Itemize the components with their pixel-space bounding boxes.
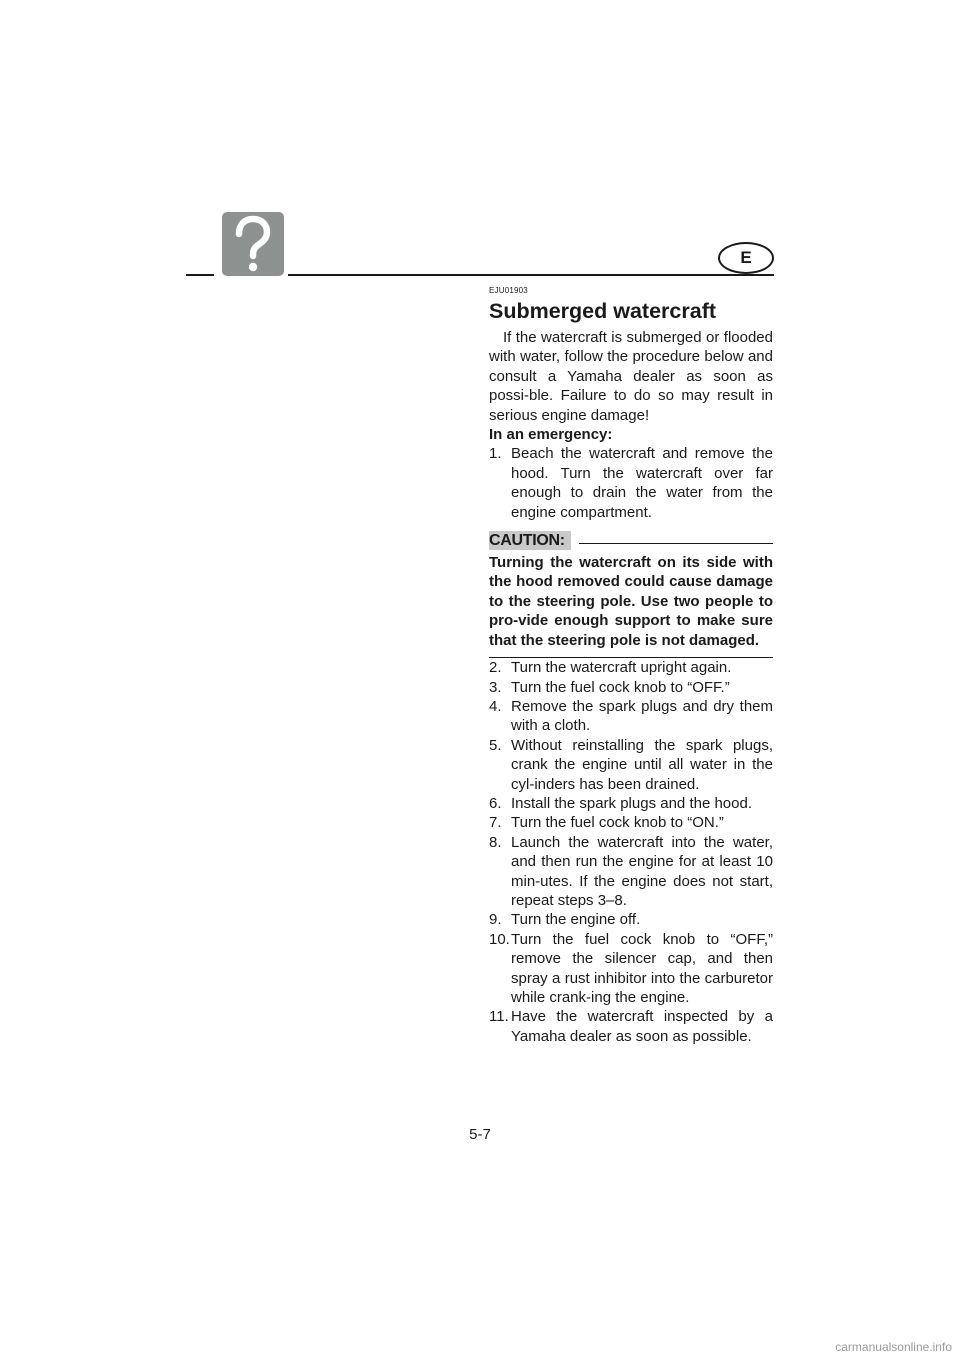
emergency-subheading: In an emergency: (489, 426, 613, 444)
list-item (489, 910, 773, 929)
watermark: carmanualsonline.info (835, 1340, 952, 1354)
language-badge: E (718, 242, 774, 274)
page-number: 5-7 (469, 1126, 491, 1143)
step-text: Remove the spark plugs and dry them with a cloth. (511, 697, 773, 735)
step-number: 11. (489, 1008, 509, 1026)
step-number: 7. (489, 814, 502, 832)
step-text: Turn the fuel cock knob to “OFF.” (511, 678, 730, 696)
step-number: 9. (489, 911, 502, 929)
caution-rule (579, 543, 773, 544)
caution-label: CAUTION: (489, 531, 571, 550)
step-number: 3. (489, 678, 502, 696)
step-number: 2. (489, 659, 502, 677)
step-text: Launch the watercraft into the water, and then run the engine for at least 10 min-utes. If the engine does not start, repeat steps 3–8. (511, 833, 773, 909)
section-content (489, 286, 773, 1046)
section-code: EJU01903 (489, 286, 528, 295)
steps-list-before (489, 444, 773, 522)
steps-list-after (489, 658, 773, 1046)
step-number: 1. (489, 445, 502, 463)
step-text: Without reinstalling the spark plugs, crank the engine until all water in the cyl-inders has been drained. (511, 736, 773, 793)
list-item (489, 813, 773, 832)
list-item (489, 794, 773, 813)
caution-header (489, 531, 773, 550)
list-item (489, 1007, 773, 1046)
caution-box (489, 531, 773, 658)
step-text: Turn the fuel cock knob to “OFF,” remove the silencer cap, and then spray a rust inhibitor into the carburetor while crank-ing the engine. (511, 930, 773, 1006)
step-text: Turn the watercraft upright again. (511, 659, 732, 677)
step-number: 4. (489, 697, 502, 715)
step-number: 8. (489, 833, 502, 851)
list-item (489, 833, 773, 911)
step-text: Have the watercraft inspected by a Yamaha dealer as soon as possible. (511, 1008, 773, 1045)
step-text: Install the spark plugs and the hood. (511, 794, 752, 812)
section-title: Submerged watercraft (489, 299, 717, 323)
step-text: Beach the watercraft and remove the hood. Turn the watercraft over far enough to drain the water from the engine compartment. (511, 445, 773, 521)
list-item (489, 658, 773, 677)
header-rule-left (186, 274, 214, 276)
list-item (489, 444, 773, 522)
step-number: 6. (489, 794, 502, 812)
list-item (489, 930, 773, 1008)
list-item (489, 697, 773, 736)
step-number: 5. (489, 736, 502, 754)
intro-paragraph: If the watercraft is submerged or flooded with water, follow the procedure below and consult a Yamaha dealer as soon as possi-ble. Failure to do so may result in serious engine damage! (489, 329, 773, 424)
step-number: 10. (489, 930, 510, 948)
list-item (489, 736, 773, 794)
step-text: Turn the engine off. (511, 911, 641, 929)
list-item (489, 678, 773, 697)
step-text: Turn the fuel cock knob to “ON.” (511, 814, 724, 832)
caution-text: Turning the watercraft on its side with the hood removed could cause damage to the steering pole. Use two people to pro-vide enough support to make sure that the steering pole is not damaged. (489, 554, 773, 649)
header-rule-right (288, 274, 774, 276)
question-mark-icon (222, 212, 284, 276)
